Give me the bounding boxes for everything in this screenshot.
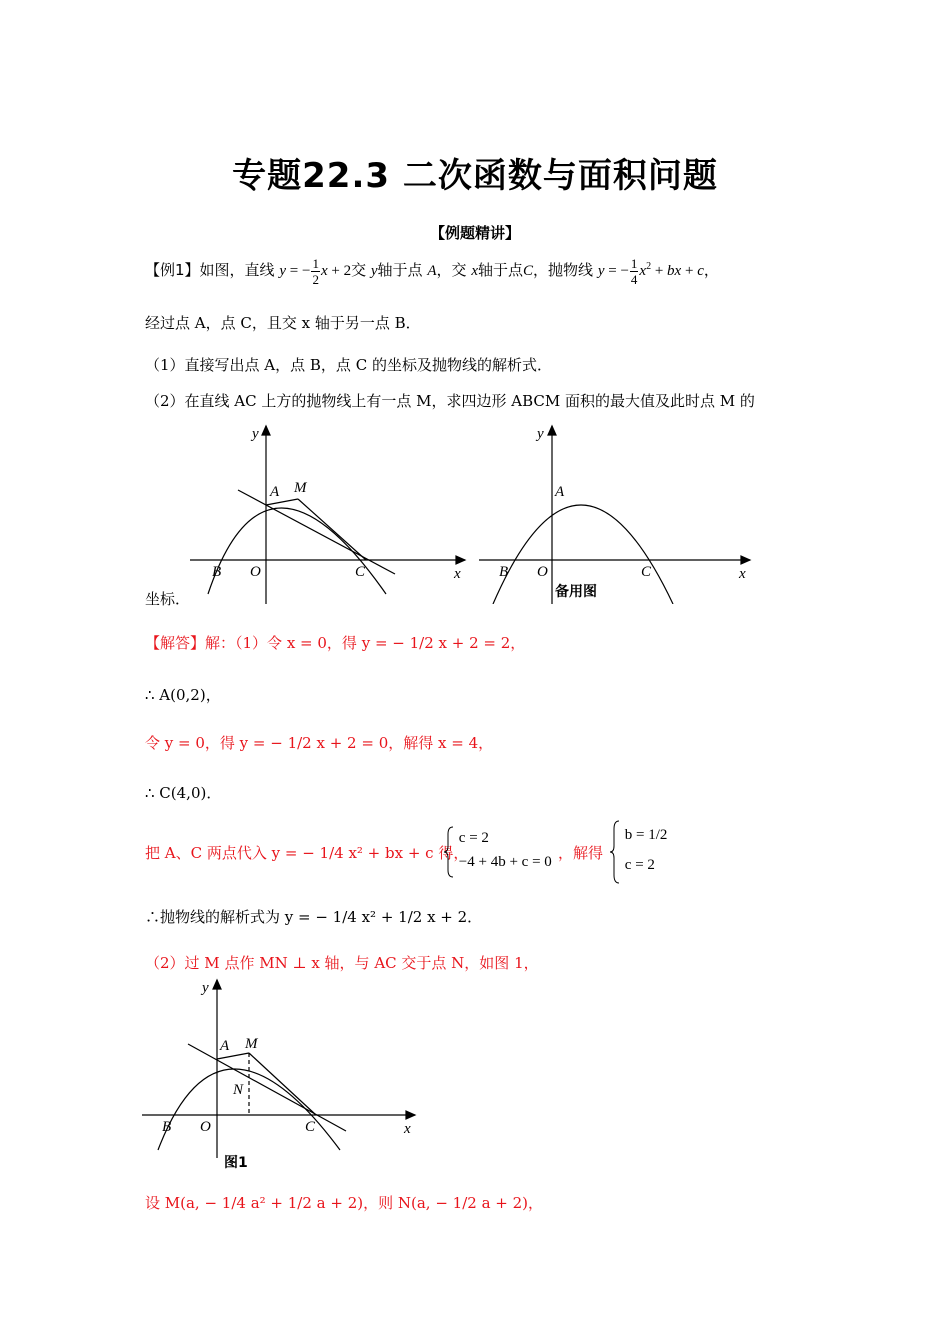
figure-main — [190, 418, 480, 604]
question-2-end: 坐标． — [145, 590, 191, 608]
example-tag: 【例1】 — [145, 260, 200, 279]
label-b: B — [212, 564, 222, 580]
page-title: 专题22.3 二次函数与面积问题 — [232, 156, 718, 196]
solution-line-6: ∴抛物线的解析式为 y = − 1/4 x² + 1/2 x + 2． — [145, 908, 483, 926]
spare-label-o: O — [537, 564, 548, 580]
figure-spare — [475, 418, 755, 604]
example-text-1: 如图，直线 — [199, 260, 275, 279]
label-c: C — [355, 564, 366, 580]
label-x: x — [454, 566, 461, 582]
parabola-equation: y = − $\frac{1}{4}$ $x^2$ + bx + c — [597, 256, 704, 287]
solution-line-5: 把 A、C 两点代入 y = − 1/4 x² + bx + c 得， — [145, 844, 469, 862]
y-arrow — [262, 426, 270, 435]
question-2: （2）在直线 AC 上方的抛物线上有一点 M，求四边形 ABCM 面积的最大值及此时点 M 的 — [145, 392, 755, 410]
fig1-label-m: M — [245, 1036, 258, 1052]
solution-line-7: （2）过 M 点作 MN ⊥ x 轴，与 AC 交于点 N，如图 1， — [145, 954, 539, 972]
section-heading: 【例题精讲】 — [429, 224, 520, 242]
spare-label-b: B — [499, 564, 509, 580]
line-ac — [238, 490, 395, 574]
fig1-label-o: O — [200, 1119, 211, 1135]
fig1-label-x: x — [404, 1121, 411, 1137]
question-1: （1）直接写出点 A，点 B，点 C 的坐标及抛物线的解析式． — [145, 356, 552, 374]
label-o: O — [250, 564, 261, 580]
example-line-2: 经过点 A，点 C，且交 x 轴于另一点 B． — [145, 314, 421, 332]
fig1-label-b: B — [162, 1119, 172, 1135]
fig1-label-a: A — [220, 1038, 230, 1054]
solution-line-1: 【解答】解：（1）令 x = 0，得 y = − 1/2 x + 2 = 2， — [145, 634, 526, 652]
figure-1 — [140, 974, 430, 1174]
system-1: c = 2 −4 + 4b + c = 0 — [444, 826, 552, 878]
solution-line-3: 令 y = 0，得 y = − 1/2 x + 2 = 0，解得 x = 4， — [145, 734, 494, 752]
segment-mc — [298, 499, 366, 560]
label-m: M — [294, 480, 307, 496]
spare-label-c: C — [641, 564, 652, 580]
fig1-label-c: C — [305, 1119, 316, 1135]
x-arrow — [456, 556, 465, 564]
spare-caption: 备用图 — [555, 584, 597, 600]
line-equation: y = − $\frac{1}{2}$ x + 2 — [279, 256, 352, 287]
example-line-1: 【例1】如图，直线 y = − $\frac{1}{2}$ x + 2交 y轴于点 A，交 x轴于点C，抛物线 y = − $\frac{1}{4}$ $x^2$ + bx + c， — [145, 256, 719, 287]
solution-line-8: 设 M(a, − 1/4 a² + 1/2 a + 2)，则 N(a, − 1/2 a + 2)， — [145, 1194, 544, 1212]
solution-line-4: ∴ C(4,0)． — [145, 784, 222, 802]
fig1-caption: 图1 — [224, 1155, 248, 1171]
fig1-label-y: y — [202, 980, 209, 996]
solution-tag: 【解答】 — [145, 634, 206, 652]
label-y: y — [252, 426, 259, 442]
spare-label-y: y — [537, 426, 544, 442]
spare-label-a: A — [555, 484, 565, 500]
solution-line-2: ∴ A(0,2)， — [145, 686, 221, 704]
fig1-label-n: N — [233, 1082, 244, 1098]
spare-label-x: x — [739, 566, 746, 582]
label-a: A — [270, 484, 280, 500]
solution-line-5b: ，解得 — [558, 844, 604, 862]
system-2: b = 1/2 c = 2 — [610, 820, 667, 884]
